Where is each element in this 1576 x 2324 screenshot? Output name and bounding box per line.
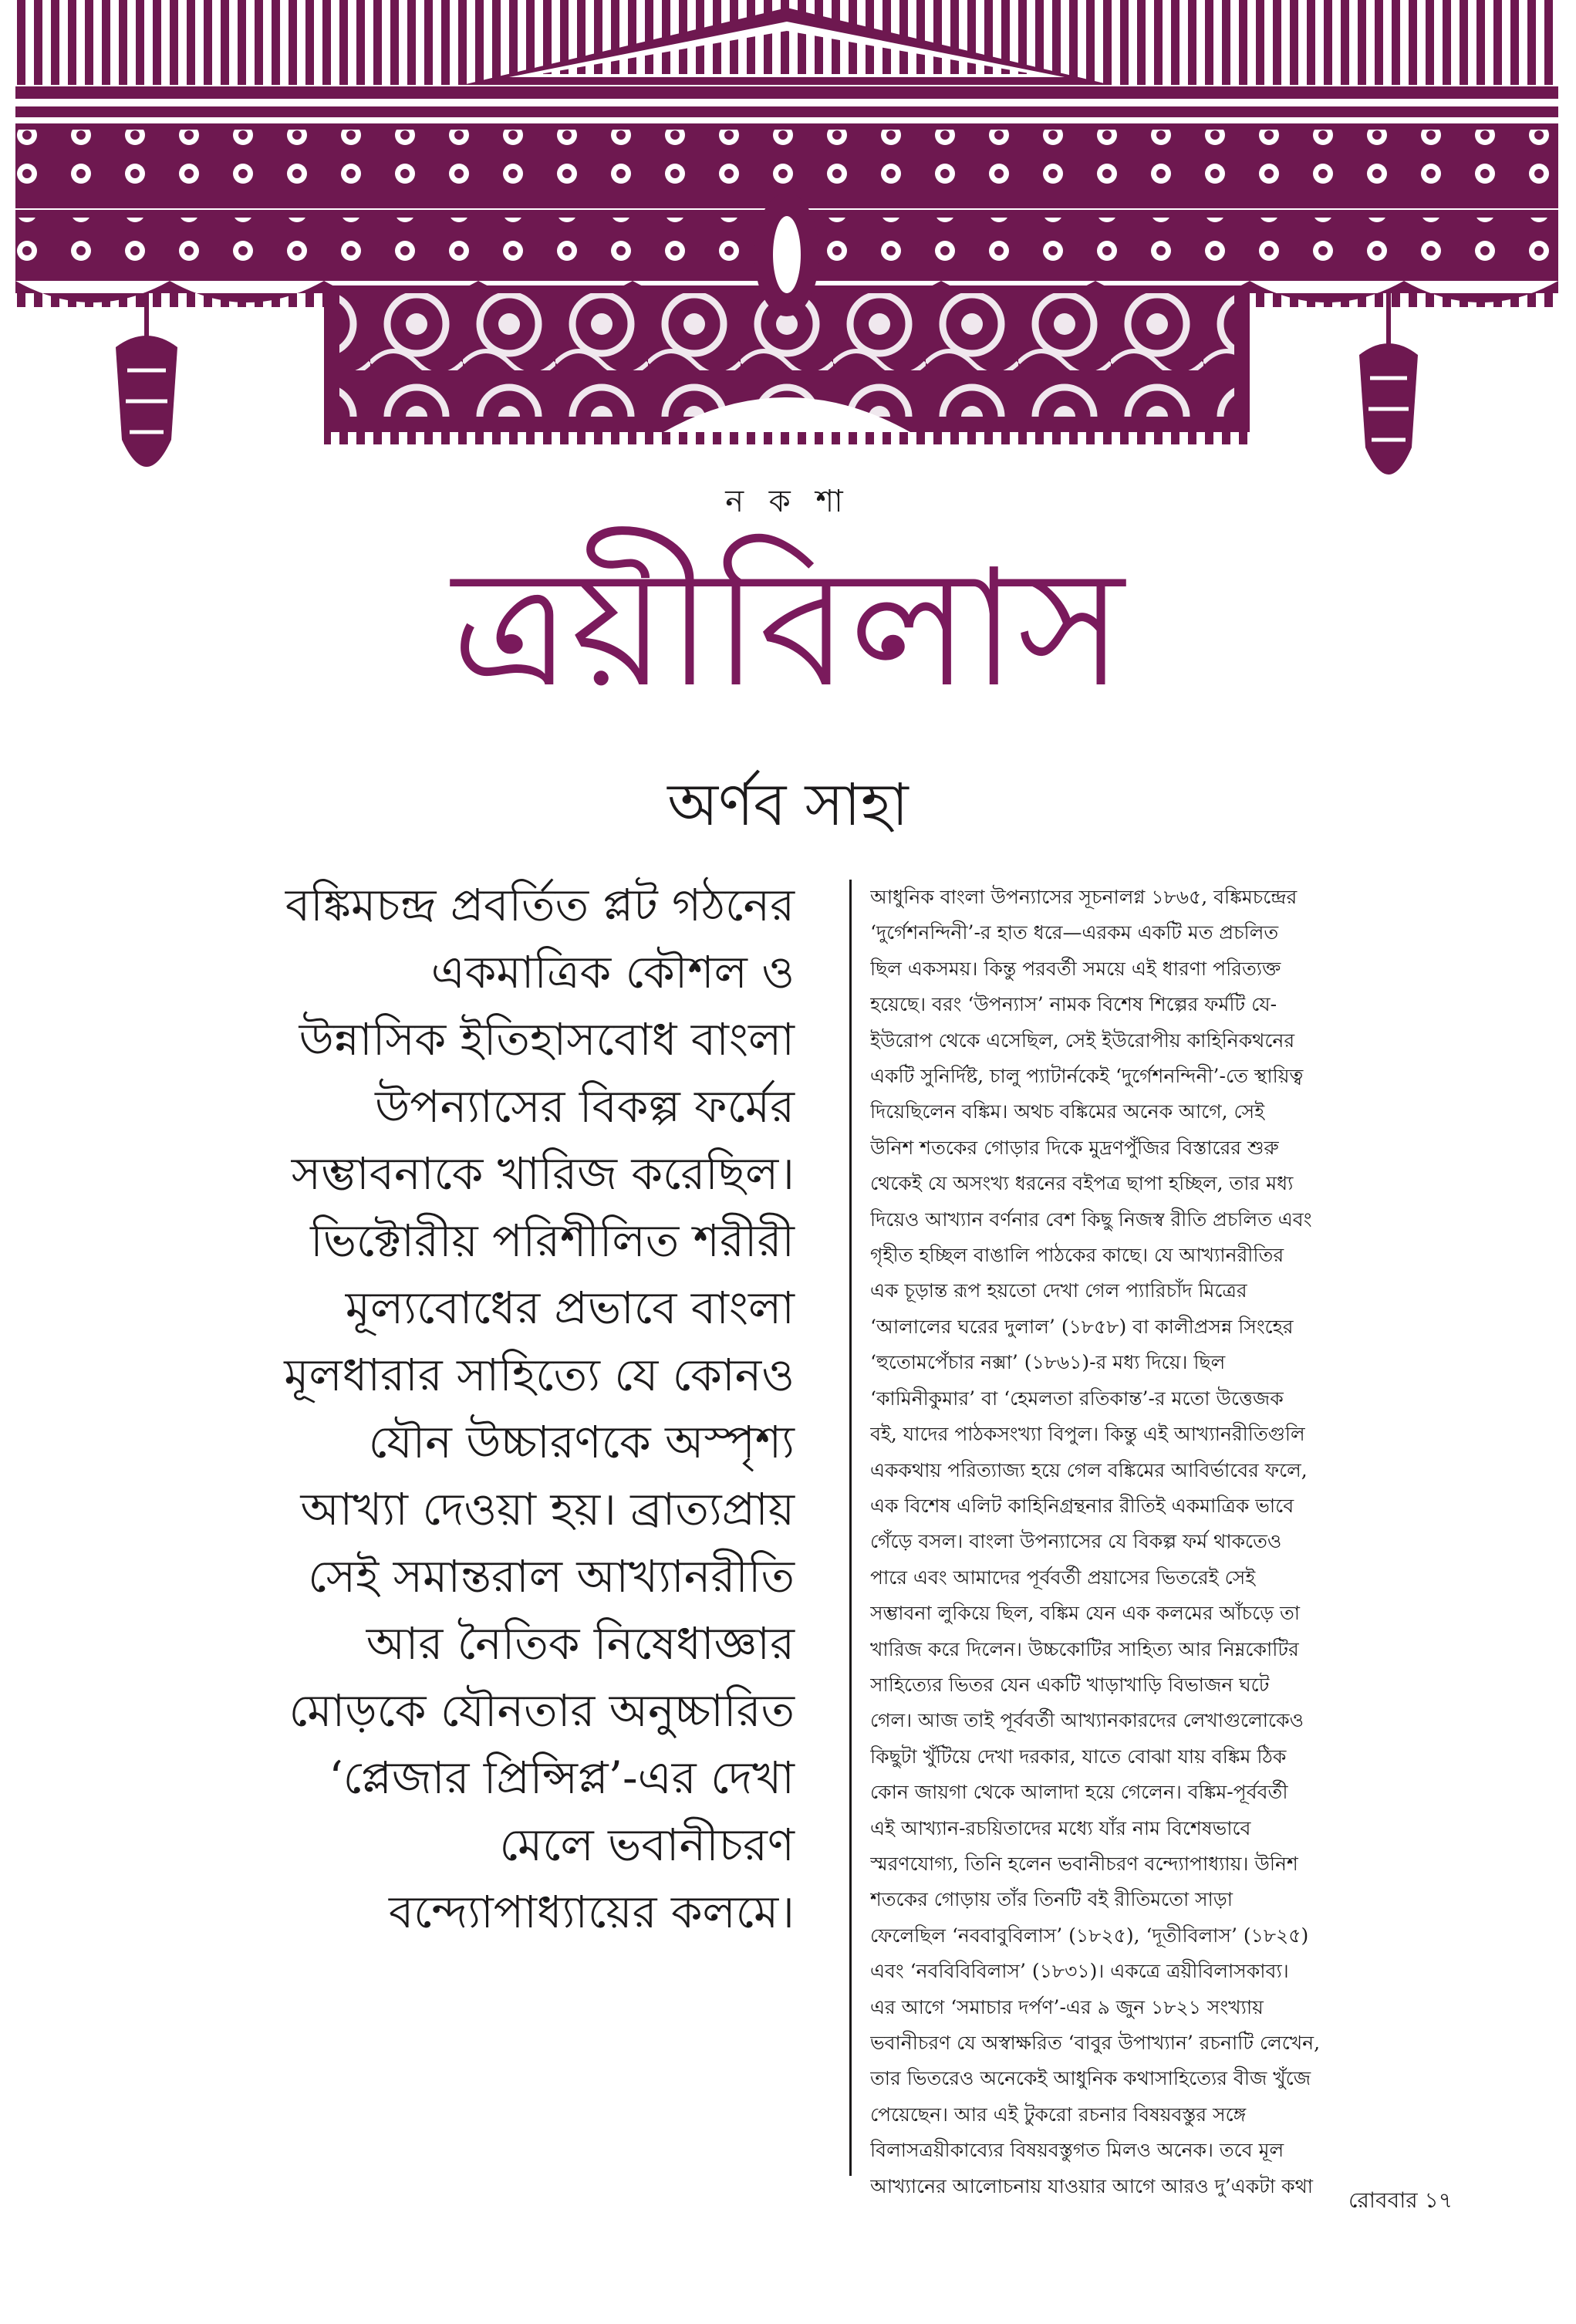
body-line: ইউরোপ থেকে এসেছিল, সেই ইউরোপীয় কাহিনিকথনের xyxy=(870,1029,1295,1052)
body-line: কিছুটা খুঁটিয়ে দেখা দরকার, যাতে বোঝা যায় বঙ্কিম ঠিক xyxy=(870,1745,1287,1768)
body-line: এক চূড়ান্ত রূপ হয়তো দেখা গেল প্যারিচাঁদ মিত্রের xyxy=(870,1279,1247,1302)
body-line: এক বিশেষ এলিট কাহিনিগ্রন্থনার রীতিই একমাত্রিক ভাবে xyxy=(870,1494,1294,1517)
body-line: সাহিত্যের ভিতর যেন একটি খাড়াখাড়ি বিভাজন ঘটে xyxy=(870,1673,1270,1696)
body-line: ‘কামিনীকুমার’ বা ‘হেমলতা রতিকান্ত’-র মতো উত্তেজক xyxy=(870,1387,1284,1410)
body-line: আধুনিক বাংলা উপন্যাসের সূচনালগ্ন ১৮৬৫, বঙ্কিমচন্দ্রের xyxy=(870,886,1298,908)
pull-quote-line: ‘প্লেজার প্রিন্সিপ্ল’-এর দেখা xyxy=(329,1751,795,1804)
body-line: এই আখ্যান-রচয়িতাদের মধ্যে যাঁর নাম বিশেষভাবে xyxy=(870,1816,1251,1839)
body-line: বই, যাদের পাঠকসংখ্যা বিপুল। কিন্তু এই আখ্যানরীতিগুলি xyxy=(870,1423,1305,1446)
body-line: শতকের গোড়ায় তাঁর তিনটি বই রীতিমতো সাড়া xyxy=(870,1888,1233,1911)
pull-quote-line: যৌন উচ্চারণকে অস্পৃশ্য xyxy=(368,1416,795,1468)
body-line: গেল। আজ তাই পূর্ববর্তী আখ্যানকারদের লেখাগুলোকেও xyxy=(870,1709,1304,1732)
body-line: তার ভিতরেও অনেকেই আধুনিক কথাসাহিত্যের বীজ খুঁজে xyxy=(870,2067,1311,2090)
body-line: খারিজ করে দিলেন। উচ্চকোটির সাহিত্য আর নিম্নকোটির xyxy=(870,1637,1299,1660)
pull-quote-line: মূল্যবোধের প্রভাবে বাংলা xyxy=(345,1282,795,1334)
body-line: বিলাসত্রয়ীকাব্যের বিষয়বস্তুগত মিলও অনেক। তবে মূল xyxy=(870,2139,1284,2162)
pull-quote-line: উপন্যাসের বিকল্প ফর্মের xyxy=(375,1080,795,1133)
body-line: ফেলেছিল ‘নববাবুবিলাস’ (১৮২৫), ‘দূতীবিলাস’ (১৮২৫) xyxy=(870,1924,1309,1947)
body-line: পারে এবং আমাদের পূর্ববর্তী প্রয়াসের ভিতরেই সেই xyxy=(870,1566,1256,1589)
body-line: গৃহীত হচ্ছিল বাঙালি পাঠকের কাছে। যে আখ্যানরীতির xyxy=(870,1244,1284,1267)
section-label: ন ক শা xyxy=(725,484,851,519)
body-line: ‘দুর্গেশনন্দিনী’-র হাত ধরে—এরকম একটি মত প্রচলিত xyxy=(870,921,1279,944)
pull-quote-line: সম্ভাবনাকে খারিজ করেছিল। xyxy=(291,1147,795,1200)
body-line: দিয়েছিলেন বঙ্কিম। অথচ বঙ্কিমের অনেক আগে, সেই xyxy=(870,1100,1265,1123)
pull-quote-line: বন্দ্যোপাধ্যায়ের কলমে। xyxy=(389,1886,795,1938)
pull-quote-line: একমাত্রিক কৌশল ও xyxy=(430,946,795,998)
body-line: পেয়েছেন। আর এই টুকরো রচনার বিষয়বস্তুর সঙ্গে xyxy=(870,2103,1247,2126)
column-divider xyxy=(849,880,852,2176)
body-line: কোন জায়গা থেকে আলাদা হয়ে গেলেন। বঙ্কিম-পূর্ববর্তী xyxy=(870,1781,1288,1804)
body-line: এর আগে ‘সমাচার দর্পণ’-এর ৯ জুন ১৮২১ সংখ্যায় xyxy=(870,1995,1264,2018)
body-line: ‘আলালের ঘরের দুলাল’ (১৮৫৮) বা কালীপ্রসন্ন সিংহের xyxy=(870,1315,1294,1338)
pull-quote-line: মেলে ভবানীচরণ xyxy=(499,1819,795,1871)
pull-quote-line: সেই সমান্তরাল আখ্যানরীতি xyxy=(308,1550,795,1603)
body-line: সম্ভাবনা লুকিয়ে ছিল, বঙ্কিম যেন এক কলমের আঁচড়ে তা xyxy=(870,1602,1301,1625)
pull-quote-line: ভিক্টোরীয় পরিশীলিত শরীরী xyxy=(310,1214,795,1267)
body-line: ভবানীচরণ যে অস্বাক্ষরিত ‘বাবুর উপাখ্যান’ রচনাটি লেখেন, xyxy=(870,2032,1321,2054)
body-line: এককথায় পরিত্যাজ্য হয়ে গেল বঙ্কিমের আবির্ভাবের ফলে, xyxy=(870,1458,1308,1481)
body-line: একটি সুনির্দিষ্ট, চালু প্যাটার্নকেই ‘দুর্গেশনন্দিনী’-তে স্থায়িত্ব xyxy=(870,1065,1304,1088)
pull-quote-line: আখ্যা দেওয়া হয়। ব্রাত্যপ্রায় xyxy=(300,1483,795,1535)
body-line: দিয়েও আখ্যান বর্ণনার বেশ কিছু নিজস্ব রীতি প্রচলিত এবং xyxy=(870,1208,1312,1231)
body-line: গেঁড়ে বসল। বাংলা উপন্যাসের যে বিকল্প ফর্ম থাকতেও xyxy=(870,1530,1282,1553)
body-line: ‘হুতোমপেঁচার নক্সা’ (১৮৬১)-র মধ্য দিয়ে। ছিল xyxy=(870,1351,1226,1374)
body-line: হয়েছে। বরং ‘উপন্যাস’ নামক বিশেষ শিল্পের ফর্মটি যে- xyxy=(870,993,1277,1016)
pull-quote-line: মোড়কে যৌনতার অনুচ্চারিত xyxy=(289,1684,795,1737)
body-text-column xyxy=(870,880,1441,2204)
pull-quote-line: আর নৈতিক নিষেধাজ্ঞার xyxy=(366,1617,795,1670)
pull-quote xyxy=(116,872,795,1946)
pull-quote-line: উন্নাসিক ইতিহাসবোধ বাংলা xyxy=(299,1013,795,1066)
body-line: এবং ‘নববিবিবিলাস’ (১৮৩১)। একত্রে ত্রয়ীবিলাসকাব্য। xyxy=(870,1960,1289,1983)
body-line: ছিল একসময়। কিন্তু পরবর্তী সময়ে এই ধারণা পরিত্যক্ত xyxy=(870,957,1281,980)
ornamental-canopy-header xyxy=(0,0,1576,525)
body-line: স্মরণযোগ্য, তিনি হলেন ভবানীচরণ বন্দ্যোপাধ্যায়। উনিশ xyxy=(870,1852,1298,1875)
body-line: আখ্যানের আলোচনায় যাওয়ার আগে আরও দু’একটা কথা xyxy=(870,2174,1314,2197)
article-title: ত্রয়ীবিলাস xyxy=(451,534,1125,723)
body-line: থেকেই যে অসংখ্য ধরনের বইপত্র ছাপা হচ্ছিল, তার মধ্য xyxy=(870,1172,1294,1195)
page-folio: রোববার ১৭ xyxy=(1348,2187,1453,2213)
pull-quote-line: মূলধারার সাহিত্যে যে কোনও xyxy=(284,1349,795,1401)
pull-quote-line: বঙ্কিমচন্দ্র প্রবর্তিত প্লট গঠনের xyxy=(285,879,795,931)
body-line: উনিশ শতকের গোড়ার দিকে মুদ্রণপুঁজির বিস্তারের শুরু xyxy=(870,1136,1279,1159)
author-byline: অর্ণব সাহা xyxy=(667,770,909,839)
